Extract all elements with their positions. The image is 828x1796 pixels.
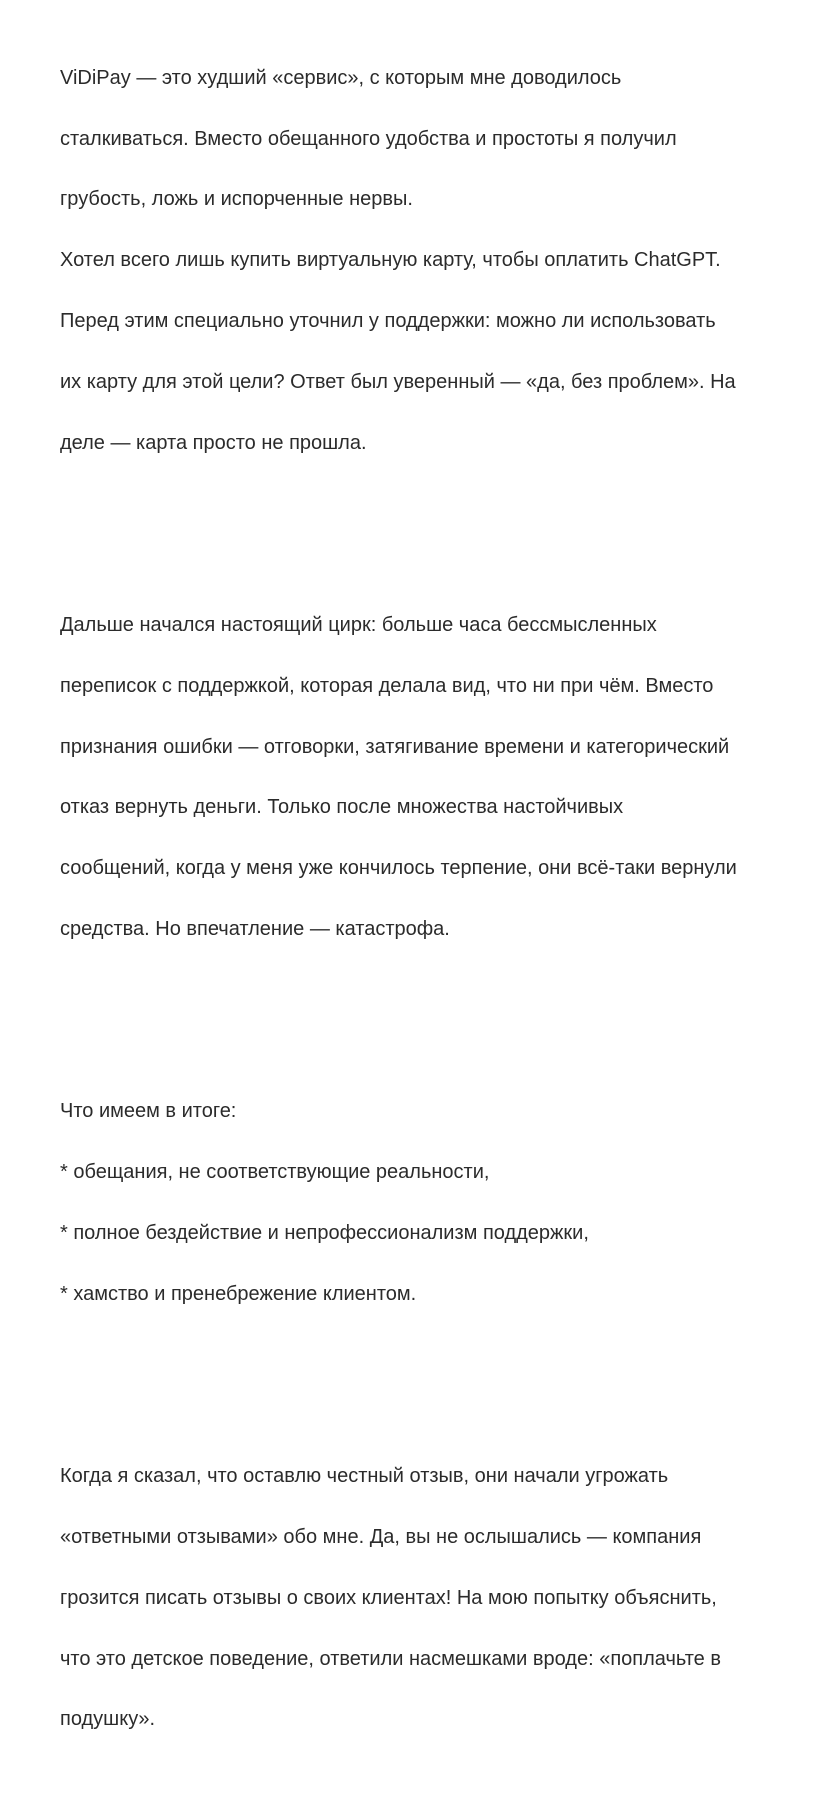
- text-line: отказ вернуть деньги. Только после множества настойчивых: [60, 796, 624, 819]
- paragraph-spacer: [60, 1370, 820, 1400]
- text-line: грозится писать отзывы о своих клиентах! На мою попытку объяснить,: [60, 1586, 717, 1609]
- text-line: Когда я сказал, что оставлю честный отзыв, они начали угрожать: [60, 1465, 669, 1488]
- text-line: деле — карта просто не прошла.: [60, 431, 367, 454]
- list-item: * полное бездействие и непрофессионализм поддержки,: [60, 1221, 589, 1244]
- text-line: сталкиваться. Вместо обещанного удобства и простоты я получил: [60, 127, 677, 150]
- list-item: * обещания, не соответствующие реальности,: [60, 1161, 490, 1184]
- text-line: признания ошибки — отговорки, затягивание времени и категорический: [60, 735, 730, 758]
- text-line: переписок с поддержкой, которая делала вид, что ни при чём. Вместо: [60, 674, 714, 697]
- text-line: Перед этим специально уточнил у поддержки: можно ли использовать: [60, 310, 716, 332]
- paragraph-spacer: [60, 519, 820, 549]
- list-item: * хамство и пренебрежение клиентом.: [60, 1282, 417, 1305]
- review-paragraph-4: [60, 1431, 820, 1765]
- paragraph-spacer: [60, 1005, 820, 1035]
- text-line: сообщений, когда у меня уже кончилось терпение, они всё-таки вернули: [60, 857, 737, 880]
- text-line: Дальше начался настоящий цирк: больше часа бессмысленных: [60, 614, 657, 636]
- review-paragraph-1: [60, 32, 820, 488]
- text-line: «ответными отзывами» обо мне. Да, вы не ослышались — компания: [60, 1525, 702, 1548]
- text-line: Что имеем в итоге:: [60, 1100, 237, 1123]
- text-line: что это детское поведение, ответили насмешками вроде: «поплачьте в: [60, 1647, 721, 1670]
- text-line: ViDiPay — это худший «сервис», с которым мне доводилось: [60, 66, 622, 89]
- text-line: подушку».: [60, 1708, 156, 1731]
- text-line: Хотел всего лишь купить виртуальную карту, чтобы оплатить ChatGPT.: [60, 249, 721, 272]
- review-text: [60, 2, 820, 1796]
- review-paragraph-3: [60, 1066, 820, 1340]
- review-paragraph-2: [60, 580, 820, 975]
- text-line: грубость, ложь и испорченные нервы.: [60, 188, 413, 211]
- text-line: средства. Но впечатление — катастрофа.: [60, 917, 450, 940]
- text-line: их карту для этой цели? Ответ был уверенный — «да, без проблем». На: [60, 370, 736, 393]
